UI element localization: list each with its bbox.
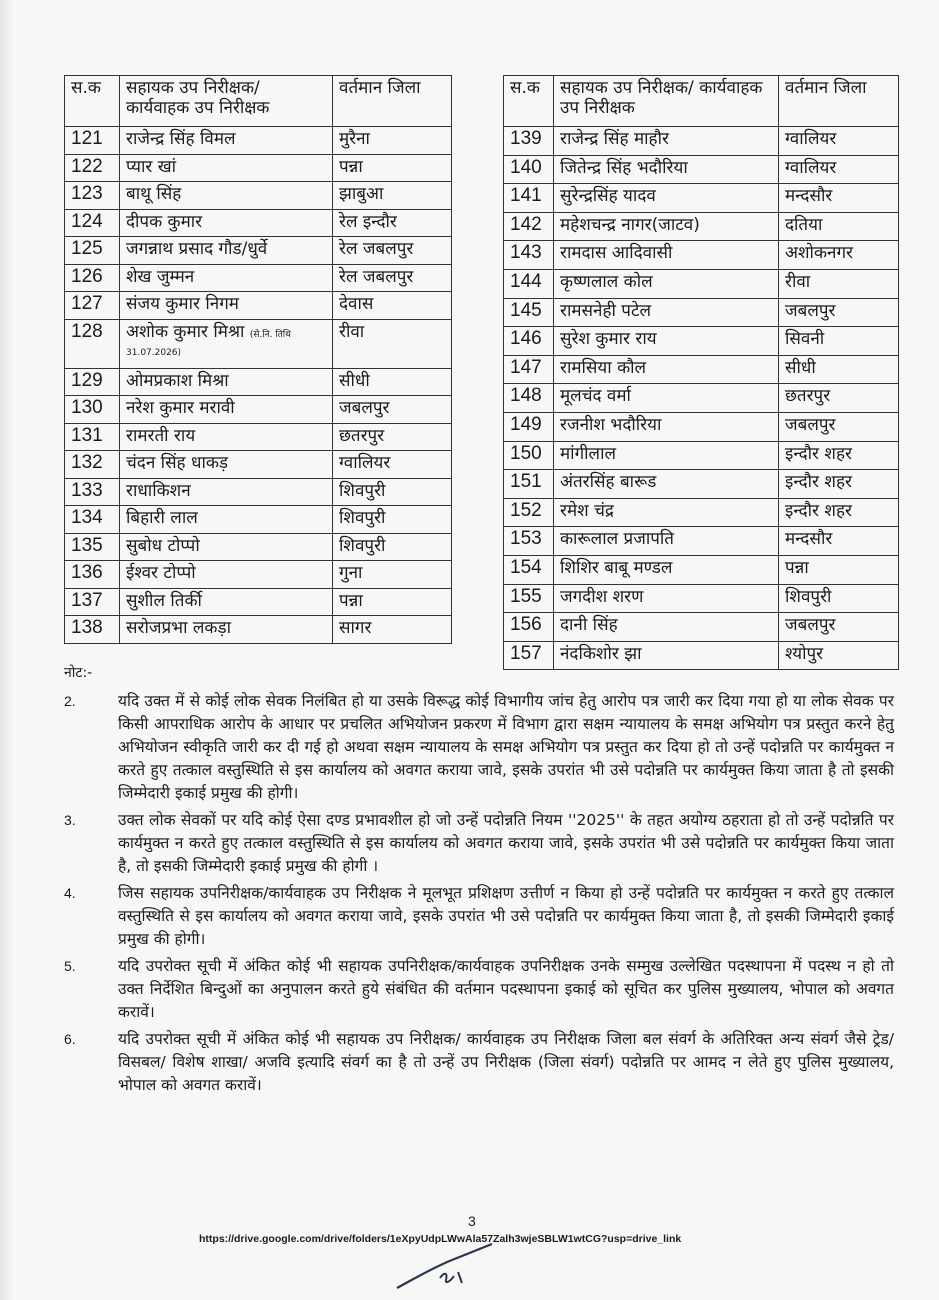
current-district: सिवनी: [779, 327, 899, 356]
officer-name: सुशील तिर्की: [120, 588, 333, 616]
officer-name: मांगीलाल: [554, 441, 779, 470]
note-number: 6.: [64, 1031, 76, 1047]
table-row: [65, 127, 452, 155]
serial-number: 134: [65, 506, 120, 534]
table-row: [504, 269, 899, 298]
page-number: 3: [468, 1213, 476, 1229]
table-row: [504, 184, 899, 213]
serial-number: 154: [504, 555, 554, 584]
officer-name: कृष्णलाल कोल: [554, 269, 779, 298]
current-district: ग्वालियर: [333, 451, 452, 479]
serial-number: 125: [65, 237, 120, 265]
current-district: पन्ना: [333, 154, 452, 182]
officer-name: जगन्नाथ प्रसाद गौड/धुर्वे: [120, 237, 333, 265]
current-district: ग्वालियर: [779, 155, 899, 184]
table-row: [504, 355, 899, 384]
current-district: छतरपुर: [779, 384, 899, 413]
officer-name: महेशचन्द्र नागर(जाटव): [554, 212, 779, 241]
table-row: [504, 470, 899, 499]
officer-name: जगदीश शरण: [554, 584, 779, 613]
table-row: [504, 212, 899, 241]
current-district: सीधी: [779, 355, 899, 384]
table-row: [65, 319, 452, 368]
serial-number: 137: [65, 588, 120, 616]
current-district: जबलपुर: [779, 412, 899, 441]
table-row: [65, 561, 452, 589]
current-district: रीवा: [779, 269, 899, 298]
note-number: 4.: [64, 885, 76, 901]
officer-name: सुरेश कुमार राय: [554, 327, 779, 356]
table-header-row: [504, 76, 899, 127]
note-number: 2.: [64, 693, 76, 709]
current-district: शिवपुरी: [333, 506, 452, 534]
serial-number: 148: [504, 384, 554, 413]
serial-number: 153: [504, 527, 554, 556]
serial-number: 142: [504, 212, 554, 241]
serial-number: 132: [65, 451, 120, 479]
officer-name: सरोजप्रभा लकड़ा: [120, 616, 333, 644]
promotion-table-left: [64, 75, 452, 644]
table-row: [65, 237, 452, 265]
officer-name: दीपक कुमार: [120, 209, 333, 237]
serial-number: 131: [65, 423, 120, 451]
officer-name: नंदकिशोर झा: [554, 641, 779, 670]
table-row: [504, 441, 899, 470]
serial-number: 122: [65, 154, 120, 182]
table-row: [65, 616, 452, 644]
header-district: वर्तमान जिला: [779, 76, 899, 127]
serial-number: 141: [504, 184, 554, 213]
promotion-table-right: [503, 75, 899, 670]
current-district: रेल जबलपुर: [333, 264, 452, 292]
header-officer-name: सहायक उप निरीक्षक/ कार्यवाहक उप निरीक्षक: [120, 76, 333, 127]
officer-name: सुबोध टोप्पो: [120, 533, 333, 561]
serial-number: 151: [504, 470, 554, 499]
current-district: जबलपुर: [333, 396, 452, 424]
officer-name: [120, 319, 333, 368]
officer-name: चंदन सिंह धाकड़: [120, 451, 333, 479]
current-district: पन्ना: [779, 555, 899, 584]
page-edge: [0, 0, 14, 1300]
officer-name: राजेन्द्र सिंह माहौर: [554, 127, 779, 156]
table-row: [504, 498, 899, 527]
officer-name: रामरती राय: [120, 423, 333, 451]
serial-number: 130: [65, 396, 120, 424]
current-district: श्योपुर: [779, 641, 899, 670]
table-row: [65, 478, 452, 506]
officer-name: कारूलाल प्रजापति: [554, 527, 779, 556]
current-district: शिवपुरी: [779, 584, 899, 613]
current-district: मन्दसौर: [779, 184, 899, 213]
table-row: [65, 396, 452, 424]
table-row: [504, 384, 899, 413]
table-row: [504, 412, 899, 441]
serial-number: 135: [65, 533, 120, 561]
officer-name: मूलचंद वर्मा: [554, 384, 779, 413]
note-text: उक्त लोक सेवकों पर यदि कोई ऐसा दण्ड प्रभावशील हो जो उन्हें पदोन्नति नियम ''2025'' के तहत अयोग्य ठहराता हो तो उन्हें पदोन्नति पर कार्यमुक्त न करते हुए तत्काल वस्तुस्थिति से इस कार्यालय को अवगत कराया जावे, इसके उपरांत भी उसे पदोन्नति पर कार्यमुक्त किया जाता है, तो इसकी जिम्मेदारी इकाई प्रमुख की होगी ।: [118, 811, 894, 875]
serial-number: 129: [65, 368, 120, 396]
current-district: सागर: [333, 616, 452, 644]
officer-name: रमेश चंद्र: [554, 498, 779, 527]
serial-number: 146: [504, 327, 554, 356]
signature-mark: [392, 1238, 502, 1293]
officer-name: राजेन्द्र सिंह विमल: [120, 127, 333, 155]
table-row: [65, 506, 452, 534]
note-item: [64, 1028, 894, 1097]
serial-number: 152: [504, 498, 554, 527]
officer-name: ओमप्रकाश मिश्रा: [120, 368, 333, 396]
current-district: इन्दौर शहर: [779, 498, 899, 527]
retirement-date-note: (से.नि. तिथि 31.07.2026): [126, 329, 291, 358]
officer-name: रामदास आदिवासी: [554, 241, 779, 270]
header-district: वर्तमान जिला: [333, 76, 452, 127]
table-row: [504, 155, 899, 184]
table-header-row: [65, 76, 452, 127]
current-district: छतरपुर: [333, 423, 452, 451]
table-row: [504, 127, 899, 156]
table-row: [65, 292, 452, 320]
officer-name: नरेश कुमार मरावी: [120, 396, 333, 424]
note-item: [64, 690, 894, 805]
current-district: सीधी: [333, 368, 452, 396]
officer-name: अंतरसिंह बारूड: [554, 470, 779, 499]
officer-name: बिहारी लाल: [120, 506, 333, 534]
notes-section: [64, 690, 894, 1101]
current-district: गुना: [333, 561, 452, 589]
current-district: अशोकनगर: [779, 241, 899, 270]
serial-number: 147: [504, 355, 554, 384]
serial-number: 140: [504, 155, 554, 184]
current-district: इन्दौर शहर: [779, 470, 899, 499]
table-row: [504, 584, 899, 613]
serial-number: 128: [65, 319, 120, 368]
table-row: [504, 298, 899, 327]
table-row: [65, 154, 452, 182]
drive-link[interactable]: https://drive.google.com/drive/folders/1eXpyUdpLWwAla57Zalh3wjeSBLW1wtCG?usp=drive_link: [199, 1233, 682, 1245]
officer-name: प्यार खां: [120, 154, 333, 182]
table-row: [504, 613, 899, 642]
note-text: यदि उपरोक्त सूची में अंकित कोई भी सहायक उप निरीक्षक/ कार्यवाहक उप निरीक्षक जिला बल संवर्ग के अतिरिक्त अन्य संवर्ग जैसे ट्रेड/ विसबल/ विशेष शाखा/ अजवि इत्यादि संवर्ग का है तो उन्हें उप निरीक्षक (जिला संवर्ग) पदोन्नति पर आमद न लेते हुए पुलिस मुख्यालय, भोपाल को अवगत करावें।: [118, 1030, 894, 1094]
table-row: [504, 641, 899, 670]
serial-number: 149: [504, 412, 554, 441]
current-district: रेल इन्दौर: [333, 209, 452, 237]
current-district: दतिया: [779, 212, 899, 241]
current-district: ग्वालियर: [779, 127, 899, 156]
serial-number: 157: [504, 641, 554, 670]
note-text: यदि उपरोक्त सूची में अंकित कोई भी सहायक उपनिरीक्षक/कार्यवाहक उपनिरीक्षक उनके सम्मुख उल्लेखित पदस्थापना में पदस्थ न हो तो उक्त निर्देशित बिन्दुओं का अनुपालन करते हुये संबंधित की वर्तमान पदस्थापना इकाई को सूचित कर पुलिस मुख्यालय, भोपाल को अवगत करावें।: [118, 957, 894, 1021]
serial-number: 143: [504, 241, 554, 270]
note-text: यदि उक्त में से कोई लोक सेवक निलंबित हो या उसके विरूद्ध कोई विभागीय जांच हेतु आरोप पत्र जारी कर दिया गया हो या लोक सेवक पर किसी आपराधिक आरोप के आधार पर प्रचलित अभियोजन प्रकरण में विभाग द्वारा सक्षम न्यायालय के समक्ष अभियोग पत्र प्रस्तुत करने हेतु अभियोजन स्वीकृति जारी कर दी गई हो अथवा सक्षम न्यायालय के समक्ष अभियोग पत्र प्रस्तुत कर दिया हो तो उन्हें पदोन्नति पर कार्यमुक्त न करते हुए तत्काल वस्तुस्थिति से इस कार्यालय को अवगत कराया जावे, इसके उपरांत भी उसे पदोन्नति पर कार्यमुक्त किया जाता है तो इसकी जिम्मेदारी इकाई प्रमुख की होगी।: [118, 692, 894, 802]
officer-name: रजनीश भदौरिया: [554, 412, 779, 441]
current-district: मन्दसौर: [779, 527, 899, 556]
table-row: [65, 588, 452, 616]
current-district: जबलपुर: [779, 298, 899, 327]
officer-name: संजय कुमार निगम: [120, 292, 333, 320]
officer-name: शेख जुम्मन: [120, 264, 333, 292]
current-district: रेल जबलपुर: [333, 237, 452, 265]
table-row: [65, 451, 452, 479]
note-item: [64, 882, 894, 951]
current-district: देवास: [333, 292, 452, 320]
table-row: [504, 555, 899, 584]
serial-number: 156: [504, 613, 554, 642]
officer-name: शिशिर बाबू मण्डल: [554, 555, 779, 584]
serial-number: 121: [65, 127, 120, 155]
serial-number: 150: [504, 441, 554, 470]
officer-name: ईश्वर टोप्पो: [120, 561, 333, 589]
table-row: [504, 241, 899, 270]
serial-number: 123: [65, 182, 120, 210]
note-number: 5.: [64, 958, 76, 974]
table-row: [65, 209, 452, 237]
officer-name: राधाकिशन: [120, 478, 333, 506]
serial-number: 136: [65, 561, 120, 589]
note-text: जिस सहायक उपनिरीक्षक/कार्यवाहक उप निरीक्षक ने मूलभूत प्रशिक्षण उत्तीर्ण न किया हो उन्हें पदोन्नति पर कार्यमुक्त न करते हुए तत्काल वस्तुस्थिति से इस कार्यालय को अवगत कराया जावे, इसके उपरांत भी उसे पदोन्नति पर कार्यमुक्त किया जाता है, तो इसकी जिम्मेदारी इकाई प्रमुख की होगी।: [118, 884, 894, 948]
table-row: [65, 264, 452, 292]
notes-label: नोट:-: [64, 665, 93, 681]
officer-name-text: अशोक कुमार मिश्रा: [126, 321, 245, 342]
table-row: [504, 527, 899, 556]
officer-name: दानी सिंह: [554, 613, 779, 642]
note-number: 3.: [64, 812, 76, 828]
current-district: रीवा: [333, 319, 452, 368]
serial-number: 144: [504, 269, 554, 298]
officer-name: जितेन्द्र सिंह भदौरिया: [554, 155, 779, 184]
current-district: मुरैना: [333, 127, 452, 155]
officer-name: रामसनेही पटेल: [554, 298, 779, 327]
serial-number: 133: [65, 478, 120, 506]
officer-name: बाथू सिंह: [120, 182, 333, 210]
note-item: [64, 809, 894, 878]
serial-number: 145: [504, 298, 554, 327]
current-district: जबलपुर: [779, 613, 899, 642]
current-district: इन्दौर शहर: [779, 441, 899, 470]
table-row: [504, 327, 899, 356]
serial-number: 124: [65, 209, 120, 237]
header-serial: स.क: [504, 76, 554, 127]
serial-number: 138: [65, 616, 120, 644]
officer-name: सुरेन्द्रसिंह यादव: [554, 184, 779, 213]
header-serial: स.क: [65, 76, 120, 127]
serial-number: 139: [504, 127, 554, 156]
officer-name: रामसिया कौल: [554, 355, 779, 384]
serial-number: 127: [65, 292, 120, 320]
serial-number: 126: [65, 264, 120, 292]
table-row: [65, 182, 452, 210]
current-district: पन्ना: [333, 588, 452, 616]
current-district: झाबुआ: [333, 182, 452, 210]
serial-number: 155: [504, 584, 554, 613]
table-row: [65, 533, 452, 561]
header-officer-name: सहायक उप निरीक्षक/ कार्यवाहक उप निरीक्षक: [554, 76, 779, 127]
current-district: शिवपुरी: [333, 533, 452, 561]
note-item: [64, 955, 894, 1024]
table-row: [65, 368, 452, 396]
table-row: [65, 423, 452, 451]
current-district: शिवपुरी: [333, 478, 452, 506]
